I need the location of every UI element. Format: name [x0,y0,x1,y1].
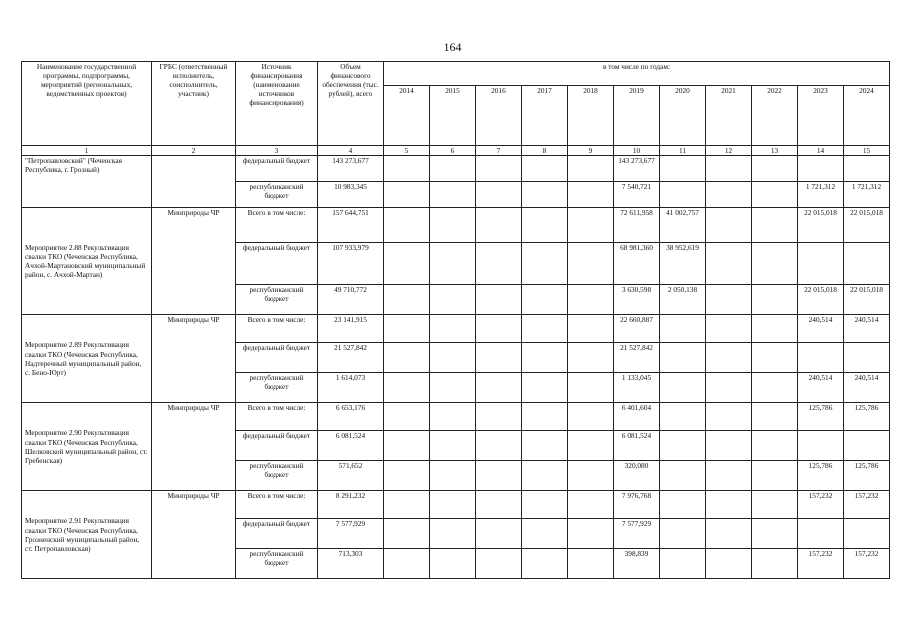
funding-source: федеральный бюджет [236,156,318,182]
year-cell-empty [476,549,522,579]
column-number: 10 [614,146,660,156]
year-cell-empty [522,403,568,431]
grbs-name [152,156,236,208]
amount-2024: 240,514 [844,315,890,343]
year-cell-empty [384,373,430,403]
amount-2020 [660,182,706,208]
page-number: 164 [443,40,462,54]
column-number: 7 [476,146,522,156]
total-amount: 107 933,979 [318,243,384,285]
year-cell-empty [430,491,476,519]
header-year: 2014 [384,86,430,146]
year-cell-empty [706,243,752,285]
amount-2023: 22 015,018 [798,208,844,243]
amount-2024: 1 721,312 [844,182,890,208]
total-amount: 7 577,929 [318,519,384,549]
amount-2019: 3 630,598 [614,285,660,315]
year-cell-empty [430,315,476,343]
total-amount: 10 983,345 [318,182,384,208]
year-cell-empty [476,373,522,403]
amount-2019: 143 273,677 [614,156,660,182]
column-number: 12 [706,146,752,156]
header-year: 2024 [844,86,890,146]
amount-2019: 72 611,958 [614,208,660,243]
measure-name: Мероприятие 2.89 Рекультивация свалки ТКО (Чеченская Республика, Надтеречный муниципальный район, с. Бено-Юрт) [22,315,152,403]
year-cell-empty [384,549,430,579]
year-cell-empty [384,182,430,208]
year-cell-empty [384,403,430,431]
year-cell-empty [476,343,522,373]
table-row [22,403,890,431]
amount-2023: 240,514 [798,315,844,343]
year-cell-empty [476,431,522,461]
amount-2023 [798,431,844,461]
table-row [22,315,890,343]
funding-source: федеральный бюджет [236,343,318,373]
total-amount: 157 644,751 [318,208,384,243]
year-cell-empty [752,491,798,519]
year-cell-empty [568,285,614,315]
year-cell-empty [384,461,430,491]
amount-2024 [844,343,890,373]
grbs-name: Минприроды ЧР [152,208,236,315]
grbs-name: Минприроды ЧР [152,315,236,403]
header-grbs: ГРБС (ответственный исполнитель, соисполнитель, участник) [152,62,236,146]
amount-2020 [660,431,706,461]
amount-2024 [844,431,890,461]
year-cell-empty [752,156,798,182]
year-cell-empty [568,208,614,243]
total-amount: 23 141,915 [318,315,384,343]
year-cell-empty [568,491,614,519]
amount-2024: 125,786 [844,403,890,431]
year-cell-empty [706,431,752,461]
amount-2023: 125,786 [798,461,844,491]
funding-source: Всего в том числе: [236,208,318,243]
year-cell-empty [752,519,798,549]
total-amount: 21 527,842 [318,343,384,373]
year-cell-empty [476,403,522,431]
amount-2024: 125,786 [844,461,890,491]
amount-2023: 125,786 [798,403,844,431]
amount-2020 [660,461,706,491]
amount-2020 [660,315,706,343]
year-cell-empty [522,243,568,285]
table-row [22,156,890,182]
header-year: 2020 [660,86,706,146]
header-year: 2015 [430,86,476,146]
amount-2020: 41 002,757 [660,208,706,243]
year-cell-empty [430,549,476,579]
year-cell-empty [752,461,798,491]
amount-2019: 6 081,524 [614,431,660,461]
column-number: 2 [152,146,236,156]
header-year: 2018 [568,86,614,146]
amount-2019: 21 527,842 [614,343,660,373]
year-cell-empty [522,315,568,343]
year-cell-empty [706,549,752,579]
funding-source: Всего в том числе: [236,403,318,431]
amount-2023: 157,232 [798,491,844,519]
year-cell-empty [522,549,568,579]
amount-2023 [798,243,844,285]
amount-2019: 6 401,604 [614,403,660,431]
year-cell-empty [752,285,798,315]
year-cell-empty [568,403,614,431]
year-cell-empty [706,182,752,208]
year-cell-empty [430,461,476,491]
year-cell-empty [476,519,522,549]
year-cell-empty [706,315,752,343]
year-cell-empty [568,519,614,549]
amount-2024: 22 015,018 [844,208,890,243]
year-cell-empty [476,208,522,243]
amount-2020 [660,491,706,519]
year-cell-empty [706,491,752,519]
amount-2020 [660,343,706,373]
funding-source: республиканский бюджет [236,182,318,208]
year-cell-empty [568,373,614,403]
year-cell-empty [706,156,752,182]
amount-2024 [844,243,890,285]
header-funding-source: Источник финансирования (наименование источников финансирования) [236,62,318,146]
year-cell-empty [384,156,430,182]
financing-table [21,61,890,579]
funding-source: федеральный бюджет [236,431,318,461]
year-cell-empty [568,182,614,208]
year-cell-empty [430,373,476,403]
year-cell-empty [476,182,522,208]
year-cell-empty [752,182,798,208]
year-cell-empty [430,243,476,285]
header-year: 2017 [522,86,568,146]
year-cell-empty [384,315,430,343]
year-cell-empty [752,549,798,579]
year-cell-empty [384,491,430,519]
year-cell-empty [522,431,568,461]
year-cell-empty [430,343,476,373]
grbs-name: Минприроды ЧР [152,491,236,579]
year-cell-empty [752,431,798,461]
column-number: 4 [318,146,384,156]
funding-source: республиканский бюджет [236,461,318,491]
year-cell-empty [706,285,752,315]
year-cell-empty [752,243,798,285]
amount-2019: 7 540,721 [614,182,660,208]
header-total-volume: Объем финансового обеспечения (тыс. рублей), всего [318,62,384,146]
amount-2020 [660,549,706,579]
year-cell-empty [752,373,798,403]
column-number: 13 [752,146,798,156]
amount-2019: 1 133,045 [614,373,660,403]
year-cell-empty [522,208,568,243]
funding-source: Всего в том числе: [236,315,318,343]
year-cell-empty [522,461,568,491]
amount-2024: 157,232 [844,549,890,579]
funding-source: республиканский бюджет [236,285,318,315]
header-years-caption: в том числе по годам: [384,62,890,86]
column-number: 1 [22,146,152,156]
year-cell-empty [706,403,752,431]
amount-2023: 157,232 [798,549,844,579]
year-cell-empty [476,461,522,491]
year-cell-empty [384,519,430,549]
table-row [22,208,890,243]
year-cell-empty [568,549,614,579]
year-cell-empty [522,156,568,182]
year-cell-empty [476,491,522,519]
header-year: 2021 [706,86,752,146]
year-cell-empty [430,519,476,549]
year-cell-empty [522,343,568,373]
funding-source: федеральный бюджет [236,519,318,549]
amount-2023 [798,156,844,182]
measure-name: "Петропавловский" (Чеченская Республика, г. Грозный) [22,156,152,208]
year-cell-empty [752,208,798,243]
amount-2020: 38 952,619 [660,243,706,285]
header-year: 2019 [614,86,660,146]
amount-2019: 22 660,887 [614,315,660,343]
column-number: 9 [568,146,614,156]
year-cell-empty [384,285,430,315]
year-cell-empty [476,315,522,343]
total-amount: 49 710,772 [318,285,384,315]
year-cell-empty [522,285,568,315]
year-cell-empty [568,343,614,373]
column-number: 11 [660,146,706,156]
year-cell-empty [430,431,476,461]
funding-source: республиканский бюджет [236,549,318,579]
year-cell-empty [706,519,752,549]
column-number: 6 [430,146,476,156]
year-cell-empty [706,208,752,243]
amount-2023: 1 721,312 [798,182,844,208]
year-cell-empty [752,343,798,373]
year-cell-empty [476,243,522,285]
column-number: 15 [844,146,890,156]
amount-2020 [660,403,706,431]
header-year: 2016 [476,86,522,146]
amount-2019: 398,839 [614,549,660,579]
year-cell-empty [706,343,752,373]
header-year: 2023 [798,86,844,146]
total-amount: 713,303 [318,549,384,579]
year-cell-empty [384,208,430,243]
total-amount: 6 081,524 [318,431,384,461]
year-cell-empty [568,431,614,461]
amount-2023 [798,343,844,373]
amount-2024: 22 015,018 [844,285,890,315]
amount-2020 [660,156,706,182]
amount-2024: 157,232 [844,491,890,519]
amount-2023: 240,514 [798,373,844,403]
year-cell-empty [430,403,476,431]
year-cell-empty [430,182,476,208]
year-cell-empty [568,315,614,343]
amount-2024 [844,156,890,182]
year-cell-empty [522,519,568,549]
column-number: 8 [522,146,568,156]
year-cell-empty [476,285,522,315]
year-cell-empty [430,208,476,243]
measure-name: Мероприятие 2.91 Рекультивация свалки ТКО (Чеченская Республика, Грозненский муниципальный район, ст. Петропавловская) [22,491,152,579]
column-number: 14 [798,146,844,156]
amount-2019: 7 976,768 [614,491,660,519]
year-cell-empty [384,431,430,461]
amount-2020 [660,373,706,403]
year-cell-empty [430,285,476,315]
year-cell-empty [568,243,614,285]
amount-2024 [844,519,890,549]
year-cell-empty [752,315,798,343]
amount-2023 [798,519,844,549]
column-number: 5 [384,146,430,156]
amount-2020: 2 050,138 [660,285,706,315]
header-year: 2022 [752,86,798,146]
year-cell-empty [568,156,614,182]
header-program-name: Наименование государственной программы, подпрограммы, мероприятий (региональных, ведомственных проектов) [22,62,152,146]
year-cell-empty [706,461,752,491]
funding-source: федеральный бюджет [236,243,318,285]
year-cell-empty [706,373,752,403]
year-cell-empty [384,343,430,373]
column-number: 3 [236,146,318,156]
total-amount: 571,652 [318,461,384,491]
year-cell-empty [522,373,568,403]
amount-2024: 240,514 [844,373,890,403]
measure-name: Мероприятие 2.88 Рекультивация свалки ТКО (Чеченская Республика, Ачхой-Мартановский муниципальный район, с. Ачхой-Мартан) [22,208,152,315]
total-amount: 8 291,232 [318,491,384,519]
total-amount: 143 273,677 [318,156,384,182]
year-cell-empty [752,403,798,431]
year-cell-empty [430,156,476,182]
grbs-name: Минприроды ЧР [152,403,236,491]
amount-2019: 320,080 [614,461,660,491]
total-amount: 1 614,073 [318,373,384,403]
funding-source: Всего в том числе: [236,491,318,519]
measure-name: Мероприятие 2.90 Рекультивация свалки ТКО (Чеченская Республика, Шелковской муниципальный район, ст. Гребенская) [22,403,152,491]
amount-2020 [660,519,706,549]
year-cell-empty [522,182,568,208]
amount-2023: 22 015,018 [798,285,844,315]
total-amount: 6 653,176 [318,403,384,431]
year-cell-empty [476,156,522,182]
amount-2019: 7 577,929 [614,519,660,549]
year-cell-empty [568,461,614,491]
year-cell-empty [384,243,430,285]
year-cell-empty [522,491,568,519]
table-row [22,491,890,519]
amount-2019: 68 981,360 [614,243,660,285]
funding-source: республиканский бюджет [236,373,318,403]
